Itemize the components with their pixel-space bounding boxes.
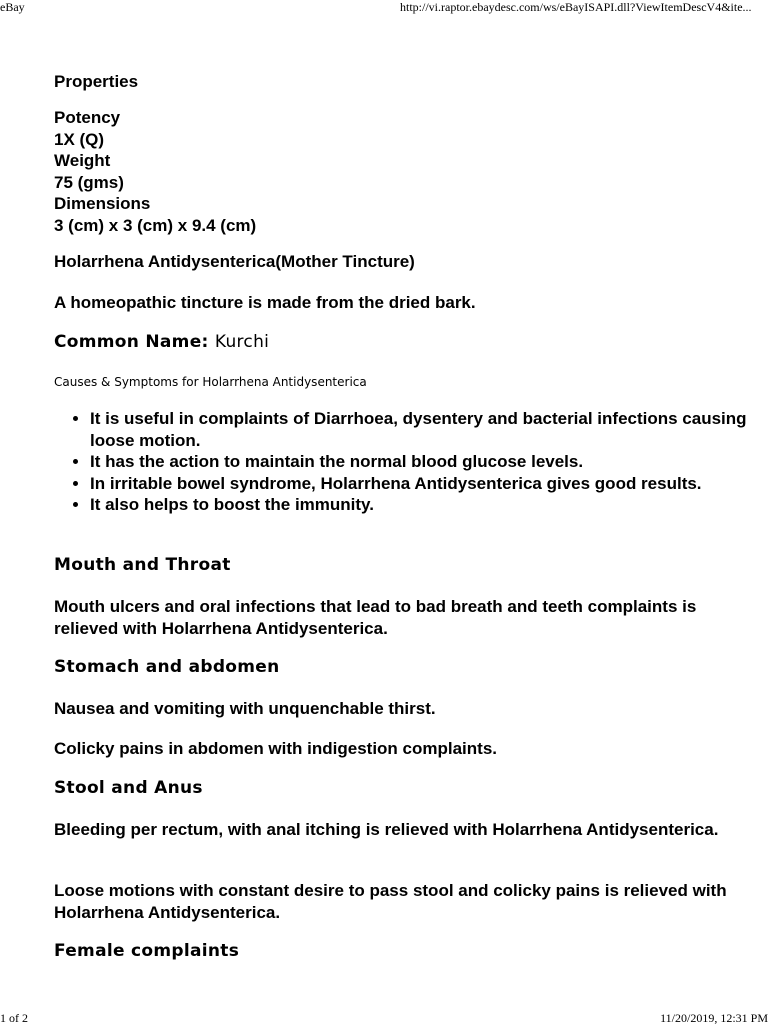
mouth-throat-paragraph: Mouth ulcers and oral infections that lead to bad breath and teeth complaints is relieved with Holarrhena Antidysenterica. [54,597,697,638]
mouth-throat-heading: Mouth and Throat [54,555,231,575]
print-header [0,0,768,16]
product-description: A homeopathic tincture is made from the dried bark. [54,293,476,312]
symptom-item: • It is useful in complaints of Diarrhoea, dysentery and bacterial infections causing loose motion. [90,408,754,451]
print-header-site: eBay [0,0,25,14]
common-name-value: Kurchi [214,332,270,352]
potency-label: Potency [54,108,121,127]
symptoms-list-wrapper [54,408,754,516]
page-number: 1 of 2 [0,1011,28,1025]
symptom-item: • It also helps to boost the immunity. [90,494,754,516]
stool-anus-heading: Stool and Anus [54,778,203,798]
stool-paragraph-1: Bleeding per rectum, with anal itching is relieved with Holarrhena Antidysenterica. [54,820,719,839]
symptoms-list [54,408,754,516]
dimensions-label: Dimensions [54,194,151,213]
causes-heading: Causes & Symptoms for Holarrhena Antidysenterica [54,375,367,389]
stool-paragraph-2: Loose motions with constant desire to pass stool and colicky pains is relieved with Holarrhena Antidysenterica. [54,881,727,922]
stomach-paragraph-2: Colicky pains in abdomen with indigestion complaints. [54,739,497,758]
weight-value: 75 (gms) [54,172,124,192]
print-header-url: http://vi.raptor.ebaydesc.com/ws/eBayISAPI.dll?ViewItemDescV4&ite... [400,0,752,14]
stomach-paragraph-1: Nausea and vomiting with unquenchable thirst. [54,699,436,718]
dimensions-value: 3 (cm) x 3 (cm) x 9.4 (cm) [54,215,257,235]
stomach-abdomen-heading: Stomach and abdomen [54,657,280,677]
print-footer [0,1008,768,1024]
product-title: Holarrhena Antidysenterica(Mother Tincture) [54,252,415,271]
properties-heading: Properties [54,72,139,91]
weight-label: Weight [54,151,111,170]
symptom-item: • It has the action to maintain the normal blood glucose levels. [90,451,754,473]
symptom-item: • In irritable bowel syndrome, Holarrhena Antidysenterica gives good results. [90,473,754,495]
female-complaints-heading: Female complaints [54,941,240,961]
print-datetime: 11/20/2019, 12:31 PM [660,1011,768,1025]
common-name [54,332,754,354]
common-name-label: Common Name: [54,332,209,352]
potency-value: 1X (Q) [54,129,105,149]
properties-list [54,107,754,236]
